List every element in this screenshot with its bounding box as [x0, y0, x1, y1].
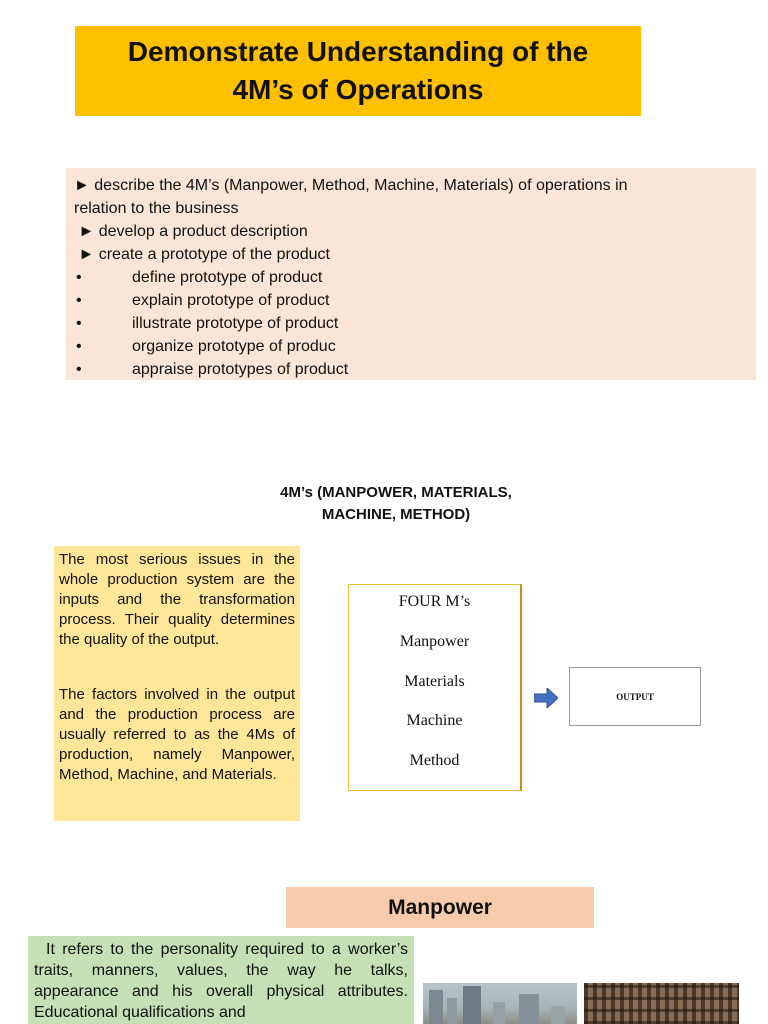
objective-bullet: [74, 266, 748, 289]
bullet-text: illustrate prototype of product: [132, 315, 339, 332]
title-line-1: Demonstrate Understanding of the: [127, 36, 589, 67]
bullet-glyph: •: [76, 361, 82, 378]
manpower-description: It refers to the personality required to a worker’s traits, manners, values, the way he talks, appearance and his overall physical attributes. Educational qualifications and: [28, 936, 414, 1024]
objective-bullet: [74, 289, 748, 312]
objective-line: ► develop a product description: [74, 223, 308, 240]
objective-line: ► describe the 4M’s (Manpower, Method, Machine, Materials) of operations in: [74, 177, 628, 194]
objective-bullet: [74, 335, 748, 358]
bullet-glyph: •: [76, 269, 82, 286]
section-title-line-2: MACHINE, METHOD): [321, 506, 471, 523]
output-label: OUTPUT: [616, 691, 654, 702]
manpower-heading-text: Manpower: [388, 895, 492, 919]
bullet-text: explain prototype of product: [132, 292, 330, 309]
bullet-text: organize prototype of produc: [132, 338, 336, 355]
objective-bullet: [74, 358, 748, 381]
output-box: [569, 667, 701, 726]
title-banner: [75, 26, 641, 116]
section-title: [0, 482, 768, 526]
city-skyline-photo: [423, 983, 577, 1024]
bullet-glyph: •: [76, 292, 82, 309]
four-ms-item-method: Method: [409, 752, 460, 770]
section-title-line-1: 4M’s (MANPOWER, MATERIALS,: [280, 484, 512, 501]
bullet-text: appraise prototypes of product: [132, 361, 349, 378]
bullet-text: define prototype of product: [132, 269, 323, 286]
objective-bullet: [74, 312, 748, 335]
four-ms-item-materials: Materials: [404, 672, 465, 690]
objectives-box: [66, 168, 756, 380]
objective-line: ► create a prototype of the product: [74, 246, 330, 263]
bullet-glyph: •: [76, 315, 82, 332]
intro-paragraph-1: The most serious issues in the whole production system are the inputs and the transformation process. Their quality determines the quality of the output.: [59, 551, 295, 648]
intro-text-box: [54, 546, 300, 821]
workers-scaffold-photo: [584, 983, 739, 1024]
right-arrow-icon: [534, 688, 558, 708]
four-ms-item-manpower: Manpower: [399, 632, 470, 650]
bullet-glyph: •: [76, 338, 82, 355]
manpower-heading: [286, 887, 594, 928]
four-ms-item-machine: Machine: [406, 712, 463, 730]
four-ms-box: [348, 584, 522, 791]
four-ms-heading: FOUR M’s: [398, 593, 471, 610]
intro-paragraph-2: The factors involved in the output and the production process are usually referred to as the 4Ms of production, namely Manpower, Method, Machine, and Materials.: [59, 686, 295, 783]
title-line-2: 4M’s of Operations: [232, 74, 484, 105]
objective-line: relation to the business: [74, 200, 239, 217]
